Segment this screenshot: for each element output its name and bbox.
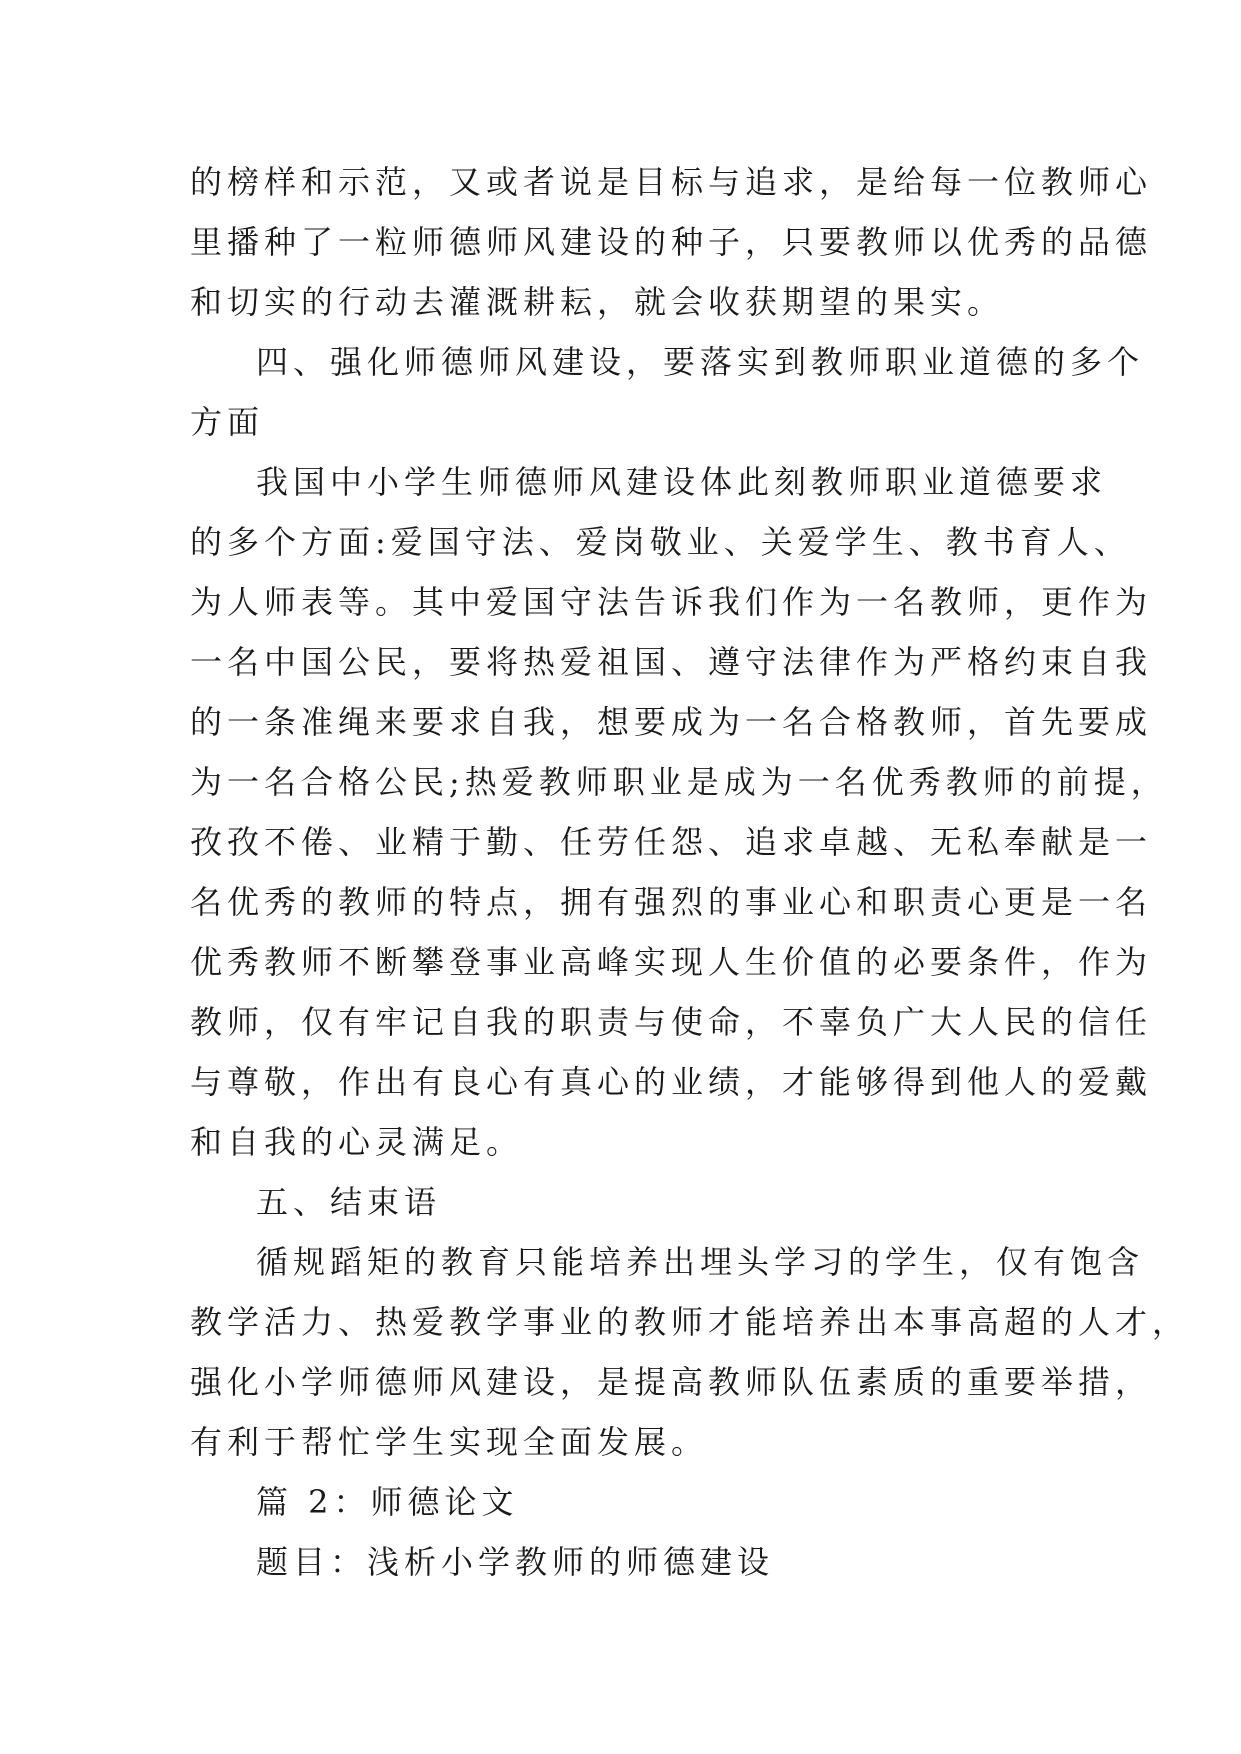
section-heading-5: 五、结束语 xyxy=(256,1183,442,1221)
text-line: 为人师表等。其中爱国守法告诉我们作为一名教师，更作为 xyxy=(190,583,1153,621)
text-line: 一名中国公民，要将热爱祖国、遵守法律作为严格约束自我 xyxy=(190,643,1153,681)
section-heading-4: 四、强化师德师风建设，要落实到教师职业道德的多个 xyxy=(256,343,1145,381)
text-line: 为一名合格公民;热爱教师职业是成为一名优秀教师的前提， xyxy=(190,763,1168,801)
text-line: 和自我的心灵满足。 xyxy=(190,1123,524,1161)
section-heading-4-continued: 方面 xyxy=(190,403,265,441)
text-line: 和切实的行动去灌溉耕耘，就会收获期望的果实。 xyxy=(190,283,1005,321)
text-line: 优秀教师不断攀登事业高峰实现人生价值的必要条件，作为 xyxy=(190,943,1153,981)
text-line: 的一条准绳来要求自我，想要成为一名合格教师，首先要成 xyxy=(190,703,1153,741)
text-line: 与尊敬，作出有良心有真心的业绩，才能够得到他人的爱戴 xyxy=(190,1063,1153,1101)
text-line: 有利于帮忙学生实现全面发展。 xyxy=(190,1423,709,1461)
article-label: 篇 2：师德论文 xyxy=(256,1483,519,1521)
text-line: 名优秀的教师的特点，拥有强烈的事业心和职责心更是一名 xyxy=(190,883,1153,921)
article-title: 题目：浅析小学教师的师德建设 xyxy=(256,1543,775,1581)
text-line: 教学活力、热爱教学事业的教师才能培养出本事高超的人才， xyxy=(190,1303,1190,1341)
text-line: 我国中小学生师德师风建设体此刻教师职业道德要求 xyxy=(256,463,1108,501)
text-line: 孜孜不倦、业精于勤、任劳任怨、追求卓越、无私奉献是一 xyxy=(190,823,1153,861)
text-line: 的多个方面:爱国守法、爱岗敬业、关爱学生、教书育人、 xyxy=(190,523,1131,561)
text-line: 强化小学师德师风建设，是提高教师队伍素质的重要举措， xyxy=(190,1363,1153,1401)
text-line: 里播种了一粒师德师风建设的种子，只要教师以优秀的品德 xyxy=(190,223,1153,261)
text-line: 的榜样和示范，又或者说是目标与追求，是给每一位教师心 xyxy=(190,163,1153,201)
body-text xyxy=(190,152,1190,1592)
text-line: 教师，仅有牢记自我的职责与使命，不辜负广大人民的信任 xyxy=(190,1003,1153,1041)
text-line: 循规蹈矩的教育只能培养出埋头学习的学生，仅有饱含 xyxy=(256,1243,1145,1281)
